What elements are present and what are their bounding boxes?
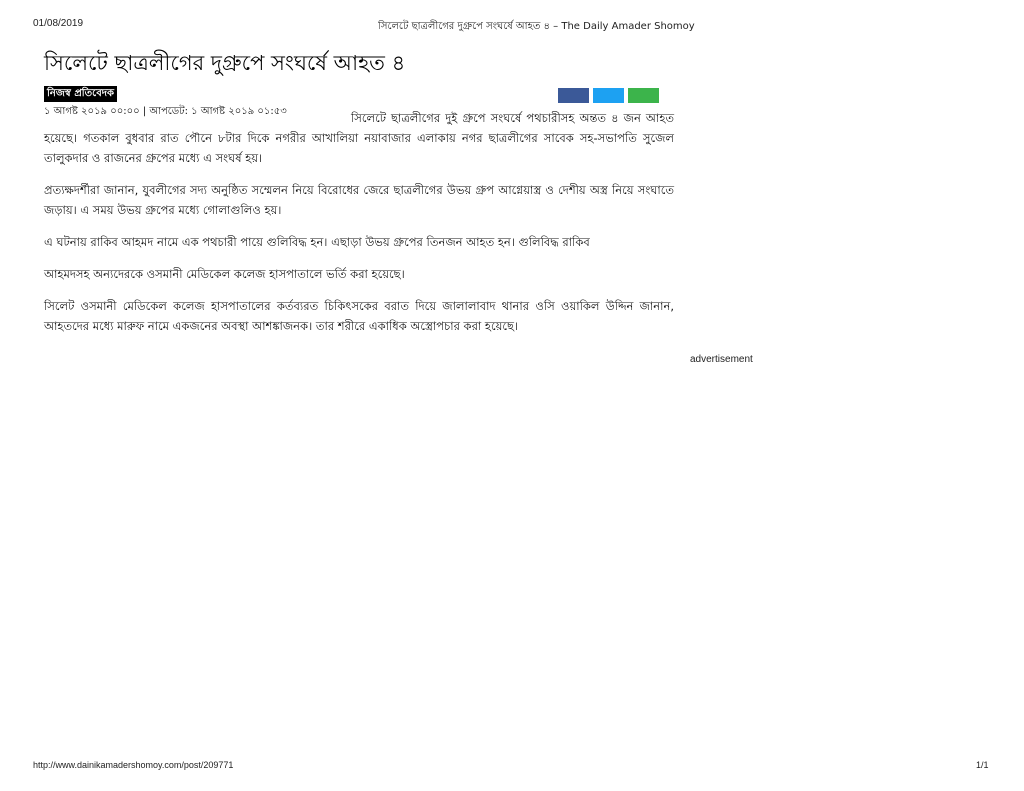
print-url: http://www.dainikamadershomoy.com/post/209771 [33, 760, 234, 770]
print-page-number: 1/1 [976, 760, 989, 770]
advertisement-label: advertisement [690, 354, 753, 365]
byline-badge[interactable]: নিজস্ব প্রতিবেদক [44, 86, 117, 102]
article-paragraph: সিলেট ওসমানী মেডিকেল কলেজ হাসপাতালের কর্তব্যরত চিকিৎসকের বরাত দিয়ে জালালাবাদ থানার ওসি ওয়াকিল উদ্দিন জানান, আহতদের মধ্যে মারুফ নামে একজনের অবস্থা আশঙ্কাজনক। তার শরীরে একাধিক অস্ত্রোপচার করা হয়েছে। [44, 299, 674, 333]
whatsapp-share-icon[interactable] [628, 88, 659, 103]
article-paragraph: সিলেটে ছাত্রলীগের দুই গ্রুপে সংঘর্ষে পথচারীসহ অন্তত ৪ জন আহত হয়েছে। গতকাল বুধবার রাত পৌনে ৮টার দিকে নগরীর আখালিয়া নয়াবাজার এলাকায় নগর ছাত্রলীগের সাবেক সহ-সভাপতি সুজেল তালুকদার ও রাজনের গ্রুপের মধ্যে এ সংঘর্ষ হয়। [44, 111, 674, 165]
print-page-title: সিলেটে ছাত্রলীগের দুগ্রুপে সংঘর্ষে আহত ৪ – The Daily Amader Shomoy [378, 21, 695, 32]
facebook-share-icon[interactable] [558, 88, 589, 103]
article-dateline: ১ আগষ্ট ২০১৯ ০০:০০ | আপডেট: ১ আগষ্ট ২০১৯ ০১:৫৩ [44, 106, 287, 117]
article-paragraph: এ ঘটনায় রাকিব আহমদ নামে এক পথচারী পায়ে গুলিবিদ্ধ হন। এছাড়া উভয় গ্রুপের তিনজন আহত হন। গুলিবিদ্ধ রাকিব [44, 235, 590, 249]
share-buttons [558, 88, 659, 103]
twitter-share-icon[interactable] [593, 88, 624, 103]
article-paragraph: আহমদসহ অন্যদেরকে ওসমানী মেডিকেল কলেজ হাসপাতালে ভর্তি করা হয়েছে। [44, 267, 405, 281]
print-date: 01/08/2019 [33, 18, 84, 29]
article-headline: সিলেটে ছাত্রলীগের দুগ্রুপে সংঘর্ষে আহত ৪ [44, 51, 406, 75]
article-paragraph: প্রত্যক্ষদর্শীরা জানান, যুবলীগের সদ্য অনুষ্ঠিত সম্মেলন নিয়ে বিরোধের জেরে ছাত্রলীগের উভয় গ্রুপ আগ্নেয়াস্ত্র ও দেশীয় অস্ত্র নিয়ে সংঘাতে জড়ায়। এ সময় উভয় গ্রুপের মধ্যে গোলাগুলিও হয়। [44, 183, 674, 217]
article-body [44, 108, 674, 348]
